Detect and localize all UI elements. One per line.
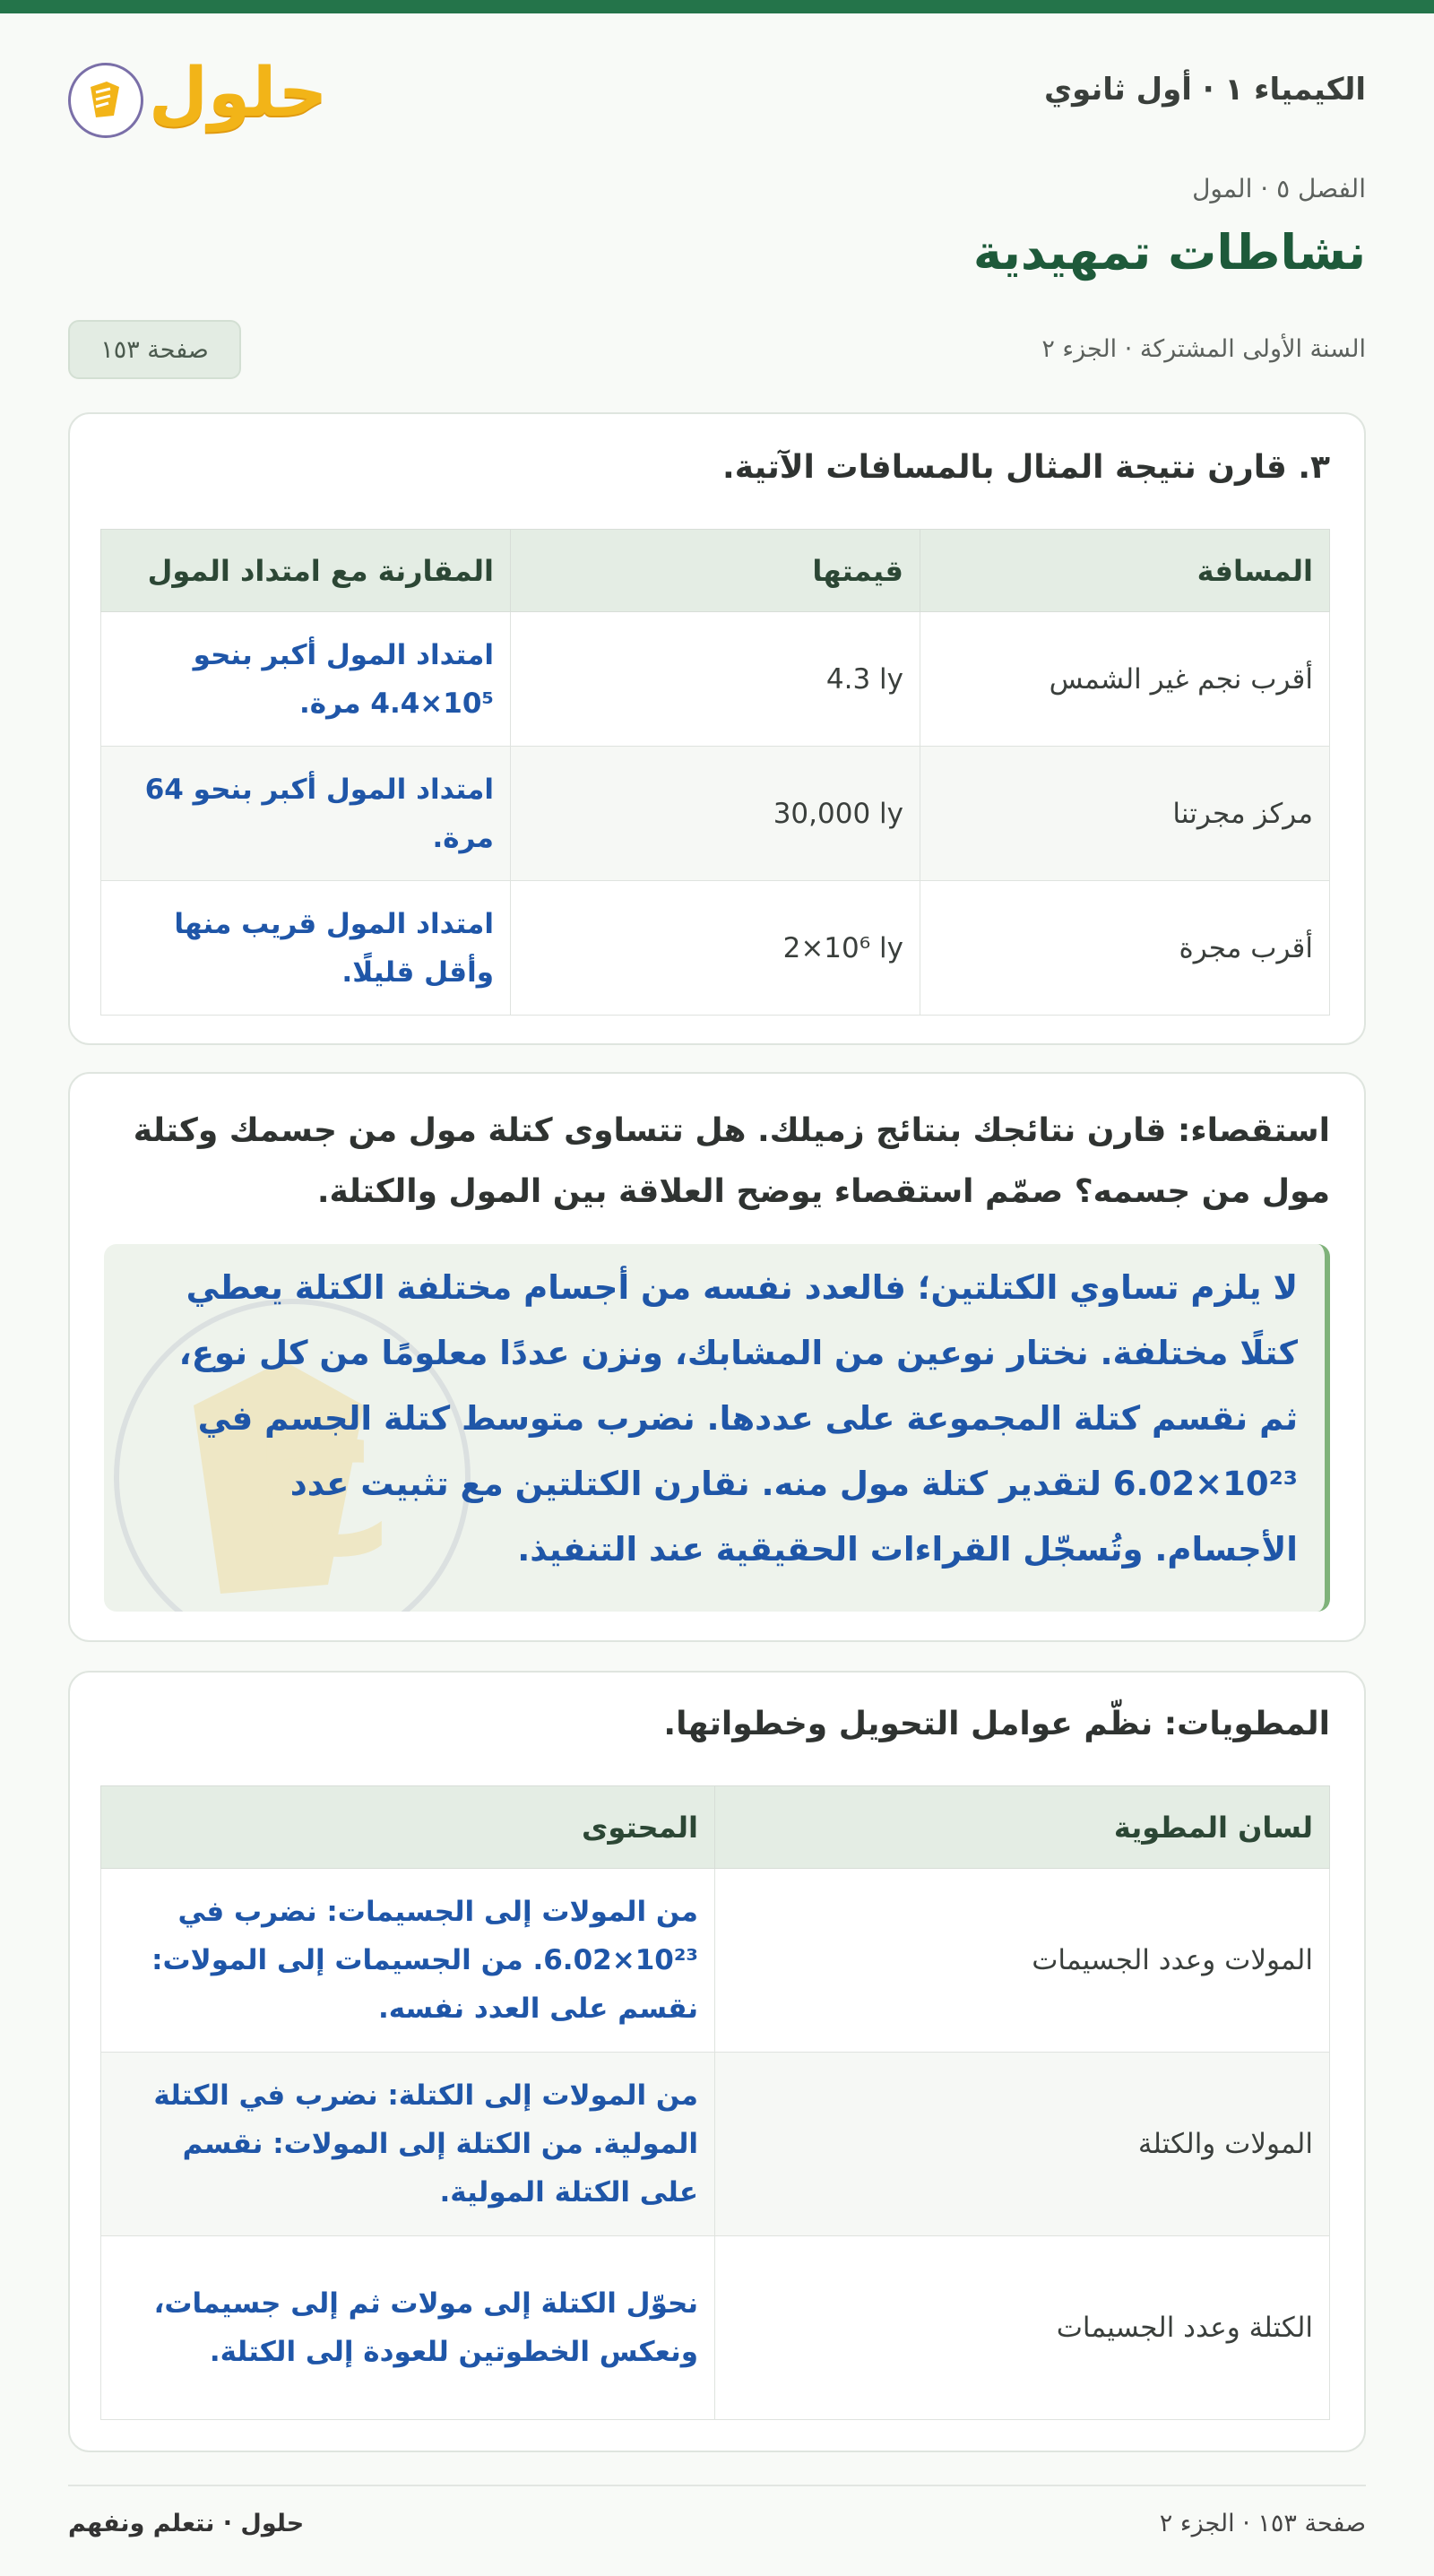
footer-brand: حلول · نتعلم ونفهم [68, 2510, 305, 2537]
content-cell: من المولات إلى الجسيمات: نضرب في ‎6.02×10²³‎. من الجسيمات إلى المولات: نقسم على العدد نفسه. [101, 1869, 715, 2053]
value-cell: 2×10⁶ ly [511, 881, 920, 1016]
header-content: المحتوى [101, 1786, 715, 1869]
value-cell: 30,000 ly [511, 747, 920, 881]
table-row [101, 1869, 1330, 2053]
brand-logo[interactable] [68, 45, 328, 143]
content-cell: من المولات إلى الكتلة: نضرب في الكتلة المولية. من الكتلة إلى المولات: نقسم على الكتلة المولية. [101, 2053, 715, 2236]
investigation-question: استقصاء: قارن نتائجك بنتائج زميلك. هل تتساوى كتلة مول من جسمك وكتلة مول من جسمه؟ صمّم استقصاء يوضح العلاقة بين المول والكتلة. [133, 1112, 1330, 1210]
header-comparison: المقارنة مع امتداد المول [101, 530, 511, 612]
foldables-question: المطويات: نظّم عوامل التحويل وخطواتها. [663, 1706, 1330, 1742]
comparison-cell: امتداد المول أكبر بنحو ‎4.4×10⁵‎ مرة. [101, 612, 511, 747]
table-row [101, 2053, 1330, 2236]
page-badge: صفحة ١٥٣ [68, 320, 241, 379]
distance-cell: أقرب مجرة [920, 881, 1330, 1016]
edition-label: السنة الأولى المشتركة · الجزء ٢ [1041, 335, 1366, 363]
comparison-cell: امتداد المول أكبر بنحو 64 مرة. [101, 747, 511, 881]
page-header [68, 45, 1366, 143]
investigation-answer-box [104, 1244, 1330, 1612]
tab-cell: الكتلة وعدد الجسيمات [715, 2236, 1330, 2420]
table-header-row [101, 1786, 1330, 1869]
chapter-label: الفصل ٥ · المول [1192, 174, 1366, 203]
table-row [101, 2236, 1330, 2420]
value-cell: 4.3 ly [511, 612, 920, 747]
content-cell: نحوّل الكتلة إلى مولات ثم إلى جسيمات، ونعكس الخطوتين للعودة إلى الكتلة. [101, 2236, 715, 2420]
distance-comparison-card [68, 412, 1366, 1045]
footer-divider [68, 2485, 1366, 2486]
distance-table [100, 529, 1330, 1016]
header-tab: لسان المطوية [715, 1786, 1330, 1869]
foldables-card [68, 1671, 1366, 2452]
investigation-card [68, 1072, 1366, 1642]
table-row [101, 612, 1330, 747]
svg-text:ح: ح [252, 1347, 382, 1556]
distance-cell: مركز مجرتنا [920, 747, 1330, 881]
footer-page: صفحة ١٥٣ · الجزء ٢ [1159, 2510, 1366, 2537]
foldables-table [100, 1785, 1330, 2420]
logo-wordmark: حلول [149, 52, 328, 132]
book-icon [83, 78, 128, 123]
comparison-cell: امتداد المول قريب منها وأقل قليلًا. [101, 881, 511, 1016]
table-header-row [101, 530, 1330, 612]
header-value: قيمتها [511, 530, 920, 612]
tab-cell: المولات وعدد الجسيمات [715, 1869, 1330, 2053]
distance-cell: أقرب نجم غير الشمس [920, 612, 1330, 747]
top-accent-bar [0, 0, 1434, 13]
subject-title: الكيمياء ١ · أول ثانوي [1044, 72, 1366, 108]
question-3: ٣. قارن نتيجة المثال بالمسافات الآتية. [722, 449, 1330, 486]
tab-cell: المولات والكتلة [715, 2053, 1330, 2236]
page-title: نشاطات تمهيدية [972, 224, 1366, 281]
table-row [101, 747, 1330, 881]
table-row [101, 881, 1330, 1016]
logo-emblem [68, 63, 143, 138]
header-distance: المسافة [920, 530, 1330, 612]
investigation-answer: لا يلزم تساوي الكتلتين؛ فالعدد نفسه من أجسام مختلفة الكتلة يعطي كتلًا مختلفة. نختار نوعين من المشابك، ونزن عددًا معلومًا من كل نوع، ثم نقسم كتلة المجموعة على عددها. نضرب متوسط كتلة الجسم في ‎6.02×10²³‎ لتقدير كتلة مول منه. نقارن الكتلتين مع تثبيت عدد الأجسام. وتُسجّل القراءات الحقيقية عند التنفيذ. [178, 1268, 1298, 1569]
